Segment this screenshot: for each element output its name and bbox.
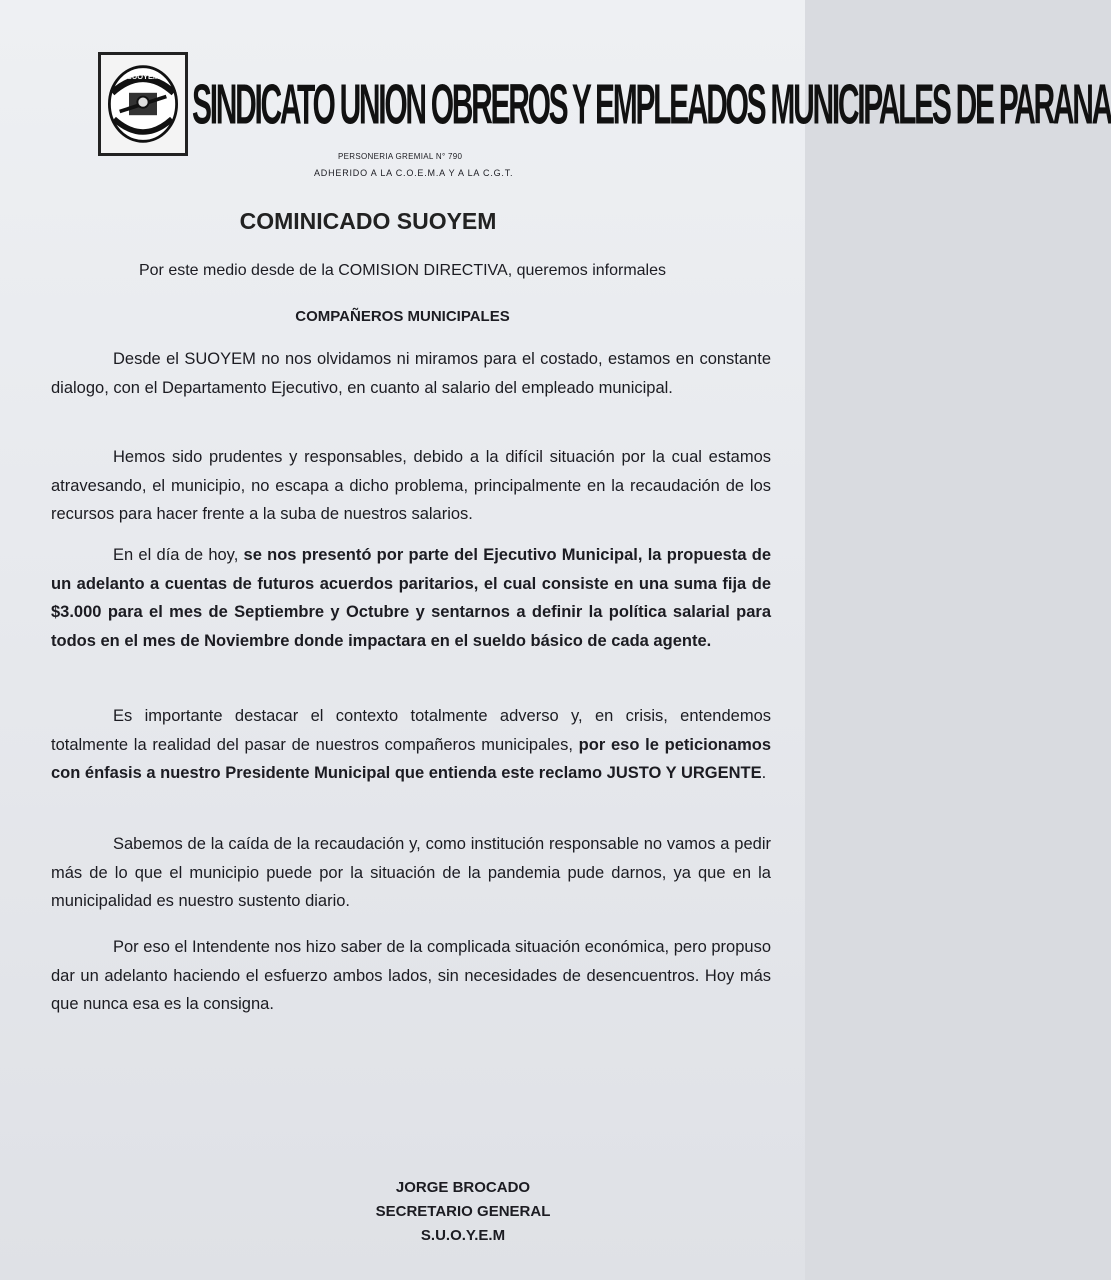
page-title: COMINICADO SUOYEM (239, 208, 497, 234)
signer-role: SECRETARIO GENERAL (375, 1203, 551, 1220)
paragraph-4-lead: Es importante destacar el contexto totalmente adverso y, en crisis, entendemos totalmente la realidad del pasar de nuestros compañeros municipales, (51, 707, 771, 754)
paragraph-3-lead: En el día de hoy, (113, 546, 244, 564)
paragraph-1: Desde el SUOYEM no nos olvidamos ni miramos para el costado, estamos en constante dialogo, con el Departamento Ejecutivo, en cuanto al salario del empleado municipal. (51, 350, 771, 397)
adherido-text: ADHERIDO A LA C.O.E.M.A Y A LA C.G.T. (314, 168, 514, 178)
intro-text: Por este medio desde de la COMISION DIRECTIVA, queremos informales (138, 262, 666, 279)
section-subtitle: COMPAÑEROS MUNICIPALES (295, 308, 510, 325)
paragraph-2: Hemos sido prudentes y responsables, debido a la difícil situación por la cual estamos atravesando, el municipio, no escapa a dicho problema, principalmente en la recaudación de los recursos para hacer frente a la suba de nuestros salarios. (51, 448, 771, 523)
paragraph-3 (51, 541, 771, 655)
union-emblem-icon (101, 55, 185, 153)
signer-org: S.U.O.Y.E.M (420, 1227, 506, 1244)
paragraph-4-end: . (761, 764, 767, 782)
paragraph-4-bold: por eso le peticionamos con énfasis a nuestro Presidente Municipal que entienda este reclamo JUSTO Y URGENTE (51, 735, 771, 782)
union-logo (98, 52, 188, 156)
paragraph-5: Sabemos de la caída de la recaudación y, como institución responsable no vamos a pedir más de lo que el municipio puede por la situación de la pandemia pude darnos, ya que en la municipalidad es nuestro sustento diario. (51, 835, 771, 910)
paragraph-6: Por eso el Intendente nos hizo saber de la complicada situación económica, pero propuso dar un adelanto haciendo el esfuerzo ambos lados, sin necesidades de desencuentros. Hoy más que nunca esa es la consigna. (51, 938, 771, 1013)
organization-name: SINDICATO UNION OBREROS Y EMPLEADOS MUNICIPALES DE PARANA (192, 74, 1111, 137)
signer-name: JORGE BROCADO (395, 1179, 531, 1196)
svg-text:SUOYEM: SUOYEM (126, 71, 160, 81)
signature-block (368, 1176, 558, 1248)
paragraph-3-bold: se nos presentó por parte del Ejecutivo Municipal, la propuesta de un adelanto a cuentas de futuros acuerdos paritarios, el cual consiste en una suma fija de $3.000 para el mes de Septiembre y Octubre y sentarnos a definir la política salarial para todos en el mes de Noviembre donde impactara en el sueldo básico de cada agente. (51, 546, 772, 650)
paragraph-4 (51, 702, 771, 788)
personeria-text: PERSONERIA GREMIAL N° 790 (338, 152, 463, 161)
